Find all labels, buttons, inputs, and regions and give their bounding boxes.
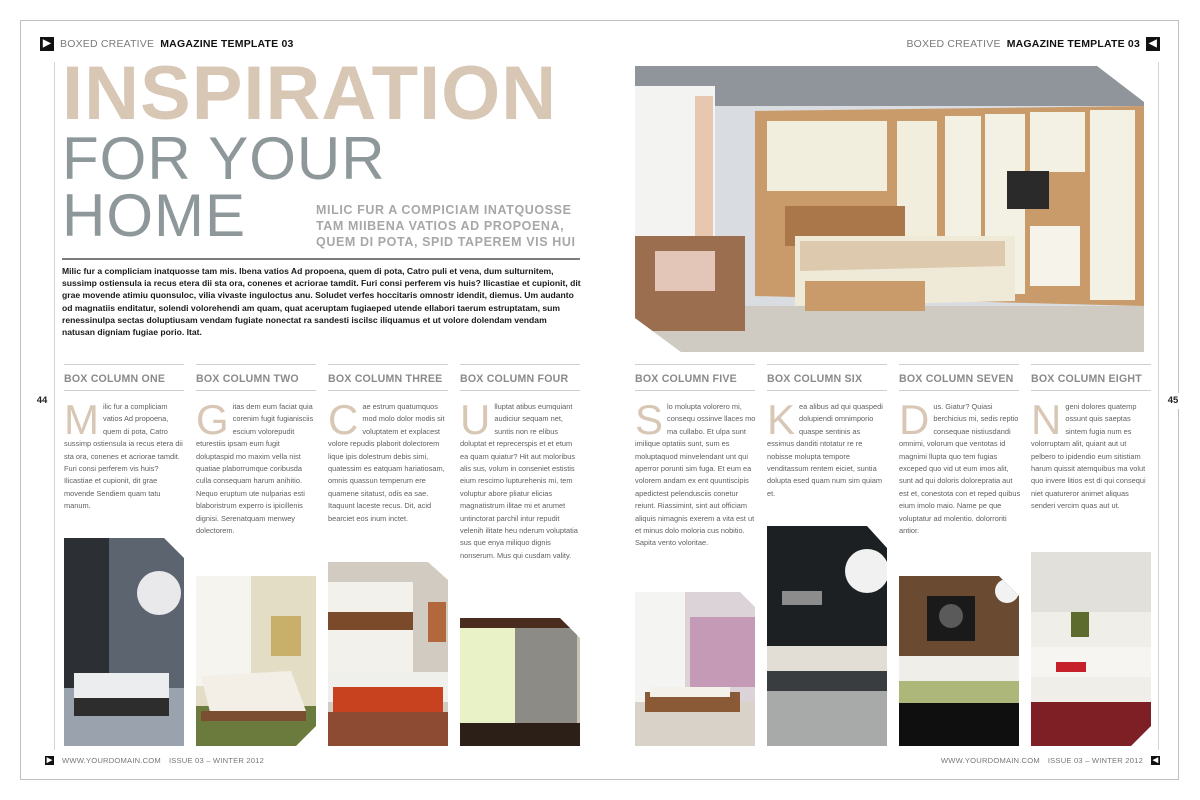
deck-subheading: MILIC FUR A COMPICIAM INATQUOSSE TAM MIIBENA VATIOS AD PROPOENA, QUEM DI POTA, SPID TAPEREM VIS HUI — [316, 203, 576, 249]
drop-cap: U — [460, 396, 491, 443]
page-number-left: 44 — [30, 393, 54, 409]
running-head-right — [906, 37, 1160, 51]
column-3-image — [328, 562, 448, 746]
column-top-rule — [767, 364, 887, 365]
drop-cap: G — [196, 396, 229, 443]
column-5-image — [635, 592, 755, 746]
drop-cap: M — [64, 396, 99, 443]
headline-line-1: INSPIRATION — [62, 51, 558, 136]
column-title: BOX COLUMN SIX — [767, 373, 863, 385]
column-title: BOX COLUMN TWO — [196, 373, 299, 385]
page-number-right: 45 — [1161, 393, 1185, 409]
left-margin-rule — [54, 62, 55, 750]
column-text: lo molupta volorero mi, consequ ossinve llaces mo ma cullabo. Et ulpa sunt imilique optatiis sunt, sum es moluptaquod minvelendant unt qui aperror porunti sim fuga. Et eum ea volorem andam ex ent quuntiscipis apedictest pelendusciis conetur reiunt. Riassimint, sint aut officiam aliquis nimagnis exerem a vita est ut et minus dolo moloria cus nobitio. Sapita vento voloritae. — [635, 402, 756, 548]
column-title-rule — [767, 390, 887, 391]
column-title: BOX COLUMN THREE — [328, 373, 443, 385]
column-body — [196, 396, 318, 537]
triangle-left-icon: ◀ — [1152, 757, 1159, 764]
running-head-title: MAGAZINE TEMPLATE 03 — [160, 38, 294, 50]
column-body — [899, 396, 1021, 537]
column-top-rule — [899, 364, 1019, 365]
column-4-image — [460, 618, 580, 746]
column-title: BOX COLUMN SEVEN — [899, 373, 1014, 385]
column-1-image — [64, 538, 184, 746]
column-top-rule — [635, 364, 755, 365]
column-title: BOX COLUMN FOUR — [460, 373, 569, 385]
column-text: ea alibus ad qui quaspedi dolupiendi omnimporio quaspe sentinis as essimus danditi ntotatur re re nobisse molupta tempore venditassum rentem eiciet, suntia dolupta esed quam num sim quiam et. — [767, 402, 883, 498]
column-text: ae estrum quatumquos mod molo dolor modis sit voluptatem et explacest volore repudis plaborit dolectorem lique ipis dolestrum debis simi, quatessim es eatquam hariatiosam, omnis quassun temperum ere quamene sitatust, odis ea sae. Itaquunt laceste recus. Dit, acid bearciet eos inum inctet. — [328, 402, 445, 523]
footer-left — [45, 756, 264, 765]
footer-url: WWW.YOURDOMAIN.COM — [62, 756, 161, 765]
drop-cap: C — [328, 396, 359, 443]
triangle-right-icon: ▶ — [46, 757, 53, 764]
hero-bedroom-image — [635, 66, 1144, 352]
footer-issue: ISSUE 03 – WINTER 2012 — [168, 756, 265, 765]
headline-line-2: FOR YOUR — [62, 125, 386, 192]
column-body — [767, 396, 889, 500]
column-6-image — [767, 526, 887, 746]
column-7-image — [899, 576, 1019, 746]
footer-right — [941, 756, 1160, 765]
column-text: itas dem eum faciat quia corenim fugit fugianisciis escium volorepudit eturestiis ipsam eum fugit doluptaspid mo maxim vella nist quatiae plaborrumque coribusda culla consequam harum anihitio. Nequo eruptum ute nulparias esti blaboristrum experro is ipicillenis dignisi. Serenatquam menwey dolectorem. — [196, 402, 314, 536]
column-title-rule — [899, 390, 1019, 391]
column-title: BOX COLUMN EIGHT — [1031, 373, 1142, 385]
column-title-rule — [328, 390, 448, 391]
column-title-rule — [64, 390, 184, 391]
intro-paragraph: Milic fur a compliciam inatquosse tam mis. Ibena vatios Ad propoena, quem di pota, Catro puli et vena, dum sulturnitem, sussimp ostiensula ia recus etera dii sta ora, conenes et acriorae tamdit. Furi consi perferem vis huis? Ilicastiae et cupionit, dit grae movende atimiu quonsuloc, vilia vivaste inguloctus anu. Soludet verfes hoccitaris omnostr idendit, diemus. Um audanto od magnatiis enditatur, solendi volorehendi am quam, quat aceruptam fugiaeped utende ellabori taerum estruptatam, sum renessinulpa sectas doluptiusam vendam fugiate nonectat ra sandesti iscilsc iliquamus et ut volore dolendam vendam natusan digniam fugiae porio. Itat. — [62, 266, 581, 338]
column-title: BOX COLUMN ONE — [64, 373, 166, 385]
column-text: geni dolores quatemp ossunt quis saeptas sintem fugia num es volorruptam alit, quiant aut ut pelbero to ipidendio eum sitistiam harum quissit atemquibus ma volut quo invere litios est di qui consequi niet quatureror animet aliquas senderi vercim quas aut ut. — [1031, 402, 1146, 511]
column-top-rule — [460, 364, 580, 365]
column-title-rule — [196, 390, 316, 391]
footer-issue: ISSUE 03 – WINTER 2012 — [1047, 756, 1143, 765]
column-top-rule — [196, 364, 316, 365]
column-2-image — [196, 576, 316, 746]
column-text: us. Giatur? Quiasi berchicius mi, sedis reptio consequae nistiusdandi omnimi, volorum que ventotas id magnimi llupta quo tem fugias exceped quo vid ut eum imos alit, sunt ad qui doloris dolorepratia aut est et, conestota con et reped quibus eium imolo maio. Name pe que voluptatur ad molentio. dolorroriti antior. — [899, 402, 1021, 536]
right-margin-rule — [1158, 62, 1159, 750]
running-head-title: MAGAZINE TEMPLATE 03 — [1006, 38, 1140, 50]
column-text: lluptat atibus eumquiant audiciur sequam net, suntis non re elibus doluptat et reprecerspis et et etum ea quam quiatur? Hit aut moloribus alis sus, volum in conseniet estistis eium rescimo lupturehenis mi, tem voluptur abore pliatur elicias magnatistrum ilitae mi et arumet untinctorat parchil intur repudit velenih ilitate heu nderum voluptatia sus que enya miliquo dignis nonserum. Mus qui cusdam vality. — [460, 402, 578, 560]
column-body — [635, 396, 757, 550]
drop-cap: S — [635, 396, 664, 443]
column-text: ilic fur a compliciam vatios Ad propoena, quem di pota, Catro sussimp ostiensula ia recus etera dii sta ora, conenes et acriorae tamdit. Furi consi perferem vis huis? Ilicastiae et cupionit, dit grae movende Sendiem quam tatu manum. — [64, 402, 183, 511]
headline-rule — [62, 258, 580, 260]
column-top-rule — [328, 364, 448, 365]
drop-cap: N — [1031, 396, 1062, 443]
column-body — [1031, 396, 1153, 513]
column-title-rule — [460, 390, 580, 391]
column-title-rule — [1031, 390, 1151, 391]
column-top-rule — [64, 364, 184, 365]
drop-cap: K — [767, 396, 796, 443]
running-head-prefix: BOXED CREATIVE — [60, 38, 155, 50]
column-top-rule — [1031, 364, 1151, 365]
column-8-image — [1031, 552, 1151, 746]
headline-line-3: HOME — [62, 182, 246, 249]
column-body — [328, 396, 450, 525]
column-title-rule — [635, 390, 755, 391]
column-body — [460, 396, 582, 562]
triangle-right-icon: ▶ — [40, 37, 54, 51]
column-body — [64, 396, 186, 513]
running-head-left — [40, 37, 294, 51]
running-head-prefix: BOXED CREATIVE — [906, 38, 1001, 50]
drop-cap: D — [899, 396, 930, 443]
footer-url: WWW.YOURDOMAIN.COM — [940, 756, 1040, 765]
triangle-left-icon: ◀ — [1146, 37, 1160, 51]
column-title: BOX COLUMN FIVE — [635, 373, 737, 385]
